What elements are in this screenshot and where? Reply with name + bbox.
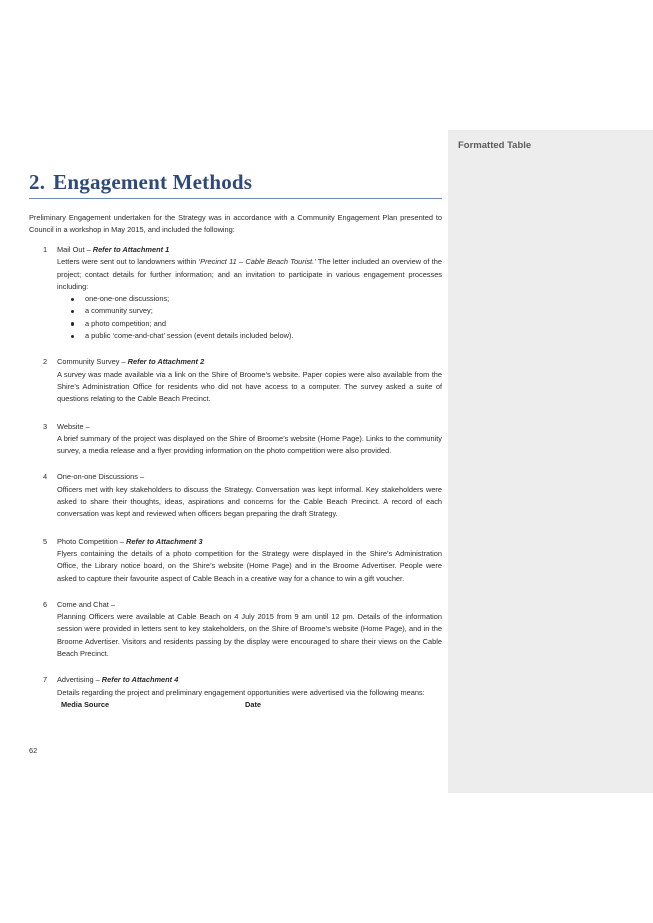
engagement-list: [29, 244, 442, 699]
attachment-ref: Refer to Attachment 1: [92, 244, 170, 254]
item-number: 2: [43, 357, 48, 367]
item-title: Website –: [57, 421, 90, 431]
item-body: Planning Officers were available at Cable Beach on 4 July 2015 from 9 am until 12 pm. Details of the information session were provided in letters sent to key stakeholders, on the Shire of Broome’s website (Home Page), and in the Broome Advertiser. Visitors and residents passing by the display were encouraged to share their views on the Cable Beach Precinct.: [57, 612, 442, 658]
attachment-ref: Refer to Attachment 4: [101, 675, 179, 685]
date-header: Date: [245, 699, 262, 709]
bullet-item: one-one-one discussions;: [70, 293, 442, 305]
list-item: [29, 356, 442, 405]
item-body: Details regarding the project and preliminary engagement opportunities were advertised via the following means:: [57, 687, 425, 697]
item-title: Community Survey – Refer to Attachment 2: [57, 357, 205, 367]
item-number: 1: [43, 244, 48, 254]
item-number: 3: [43, 421, 48, 431]
list-item: [29, 421, 442, 458]
comment-label: Formatted Table: [458, 140, 532, 151]
comment-panel: [448, 130, 653, 793]
page-number: 62: [29, 746, 38, 755]
attachment-ref: Refer to Attachment 3: [126, 536, 203, 546]
bullet-item: a photo competition; and: [70, 318, 442, 330]
list-item: [29, 244, 442, 342]
section-number: 2.: [29, 170, 46, 194]
item-title: Advertising – Refer to Attachment 4: [57, 675, 179, 685]
page-content: [29, 170, 442, 711]
item-title: Come and Chat –: [57, 599, 115, 609]
item-title: One-on-one Discussions –: [57, 472, 145, 482]
bullet-item: a public ‘come-and-chat’ session (event details included below).: [70, 330, 442, 342]
media-table-header: [29, 699, 442, 711]
list-item: [29, 674, 442, 699]
item-body: Officers met with key stakeholders to discuss the Strategy. Conversation was kept informal. Key stakeholders were asked to share their thoughts, ideas, aspirations and concerns for the Cable Beach Precinct. A record of each conversation was kept and reviewed when officers began preparing the draft Strategy.: [57, 484, 442, 519]
list-item: [29, 536, 442, 585]
intro-paragraph: Preliminary Engagement undertaken for the Strategy was in accordance with a Community Engagement Plan presented to Council in a workshop in May 2015, and included the following:: [29, 213, 442, 235]
item-number: 7: [43, 675, 48, 685]
item-number: 5: [43, 536, 48, 546]
attachment-ref: Refer to Attachment 2: [127, 357, 205, 367]
bullet-item: a community survey;: [70, 305, 442, 317]
item-body: Flyers containing the details of a photo competition for the Strategy were displayed in the Shire’s Administration Office, the Library notice board, on the Shire’s website (Home Page) and in the Broome Advertiser. People were asked to capture their favourite aspect of Cable Beach in a creative way for a chance to win a gift voucher.: [57, 548, 442, 583]
list-item: [29, 599, 442, 660]
item-body: Letters were sent out to landowners within ‘Precinct 11 – Cable Beach Tourist.’ The letter included an overview of the project; contact details for further information; and an invitation to participate in various engagement processes including:: [57, 257, 442, 291]
item-body: A brief summary of the project was displayed on the Shire of Broome’s website (Home Page). Links to the community survey, a media release and a flyer providing information on the photo competition were also provided.: [57, 433, 442, 456]
list-item: [29, 471, 442, 520]
item-number: 4: [43, 472, 48, 482]
media-source-header: Media Source: [61, 699, 110, 709]
bullet-list: [57, 293, 442, 342]
item-title: Mail Out – Refer to Attachment 1: [57, 244, 170, 254]
section-heading: [29, 170, 442, 199]
item-body: A survey was made available via a link on the Shire of Broome’s website. Paper copies were also available from the Shire’s Administration Office for residents who did not have access to a computer. The survey asked a suite of questions relating to the Cable Beach Precinct.: [57, 369, 442, 404]
item-number: 6: [43, 599, 48, 609]
item-title: Photo Competition – Refer to Attachment 3: [57, 536, 203, 546]
section-title: Engagement Methods: [53, 170, 253, 194]
